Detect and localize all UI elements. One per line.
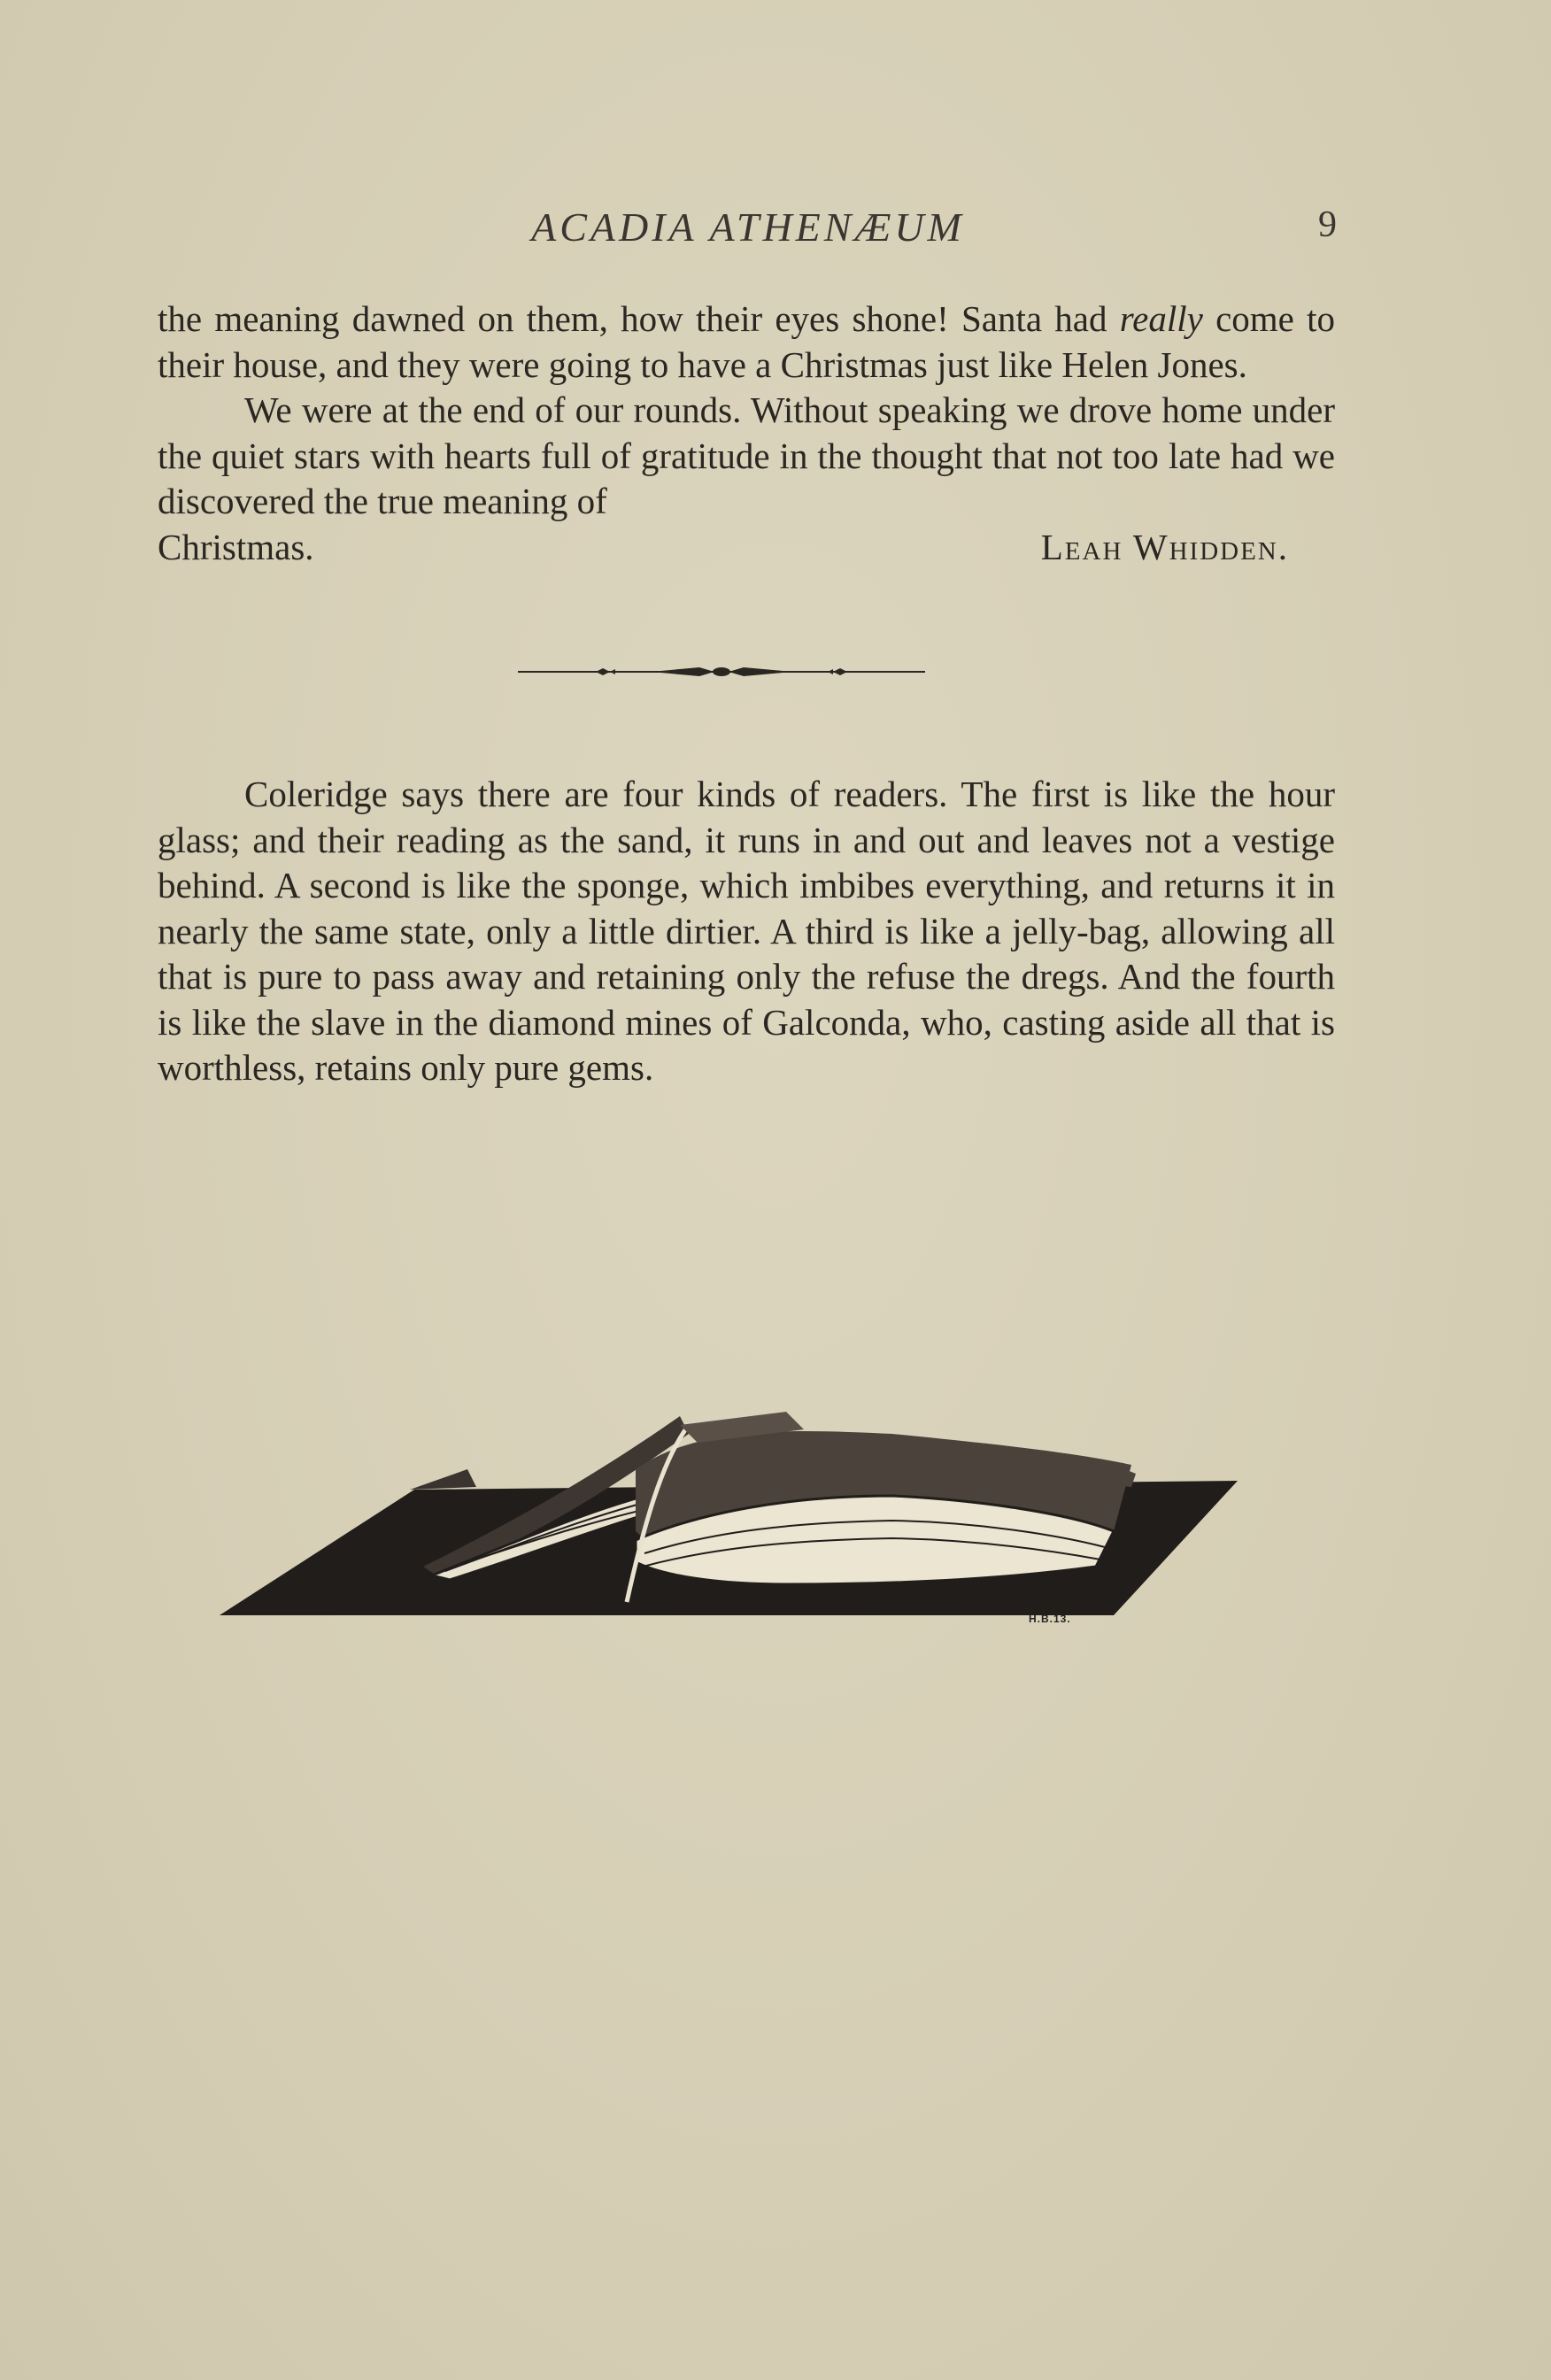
signature-line bbox=[158, 525, 1335, 571]
coleridge-paragraph: Coleridge says there are four kinds of readers. The first is like the hour glass; and their reading as the sand, it runs in and out and leaves not a vestige behind. A second is like the sponge, which imbibes everything, and returns it in nearly the same state, only a little dirtier. A third is like a jelly-bag, allowing all that is pure to pass away and retaining only the refuse the dregs. And the fourth is like the slave in the diamond mines of Galconda, who, casting aside all that is worthless, retains only pure gems. bbox=[158, 774, 1335, 1088]
story-ending bbox=[158, 297, 1335, 570]
coleridge-passage bbox=[158, 772, 1335, 1091]
story-paragraph-1 bbox=[158, 297, 1335, 388]
author-signature: Leah Whidden. bbox=[1040, 526, 1289, 567]
open-book-illustration bbox=[220, 1390, 1246, 1637]
story-paragraph-2-text: We were at the end of our rounds. Without speaking we drove home under the quiet stars with hearts full of gratitude in the thought that not too late had we discovered the true meaning of bbox=[158, 389, 1335, 521]
story-paragraph-1-rest: come to their house, and they were going to have a Christmas just like Helen Jones. bbox=[158, 298, 1335, 385]
story-emphasis: really bbox=[1119, 298, 1203, 339]
artist-mark: H.B.13. bbox=[1029, 1613, 1071, 1625]
section-divider-ornament bbox=[518, 662, 925, 682]
page-header bbox=[159, 204, 1337, 266]
running-head: ACADIA ATHENÆUM bbox=[531, 204, 965, 250]
story-paragraph-2 bbox=[158, 388, 1335, 525]
page-number: 9 bbox=[1318, 204, 1337, 245]
story-paragraph-1-start: the meaning dawned on them, how their eyes shone! Santa had bbox=[158, 298, 1107, 339]
story-last-word: Christmas. bbox=[158, 526, 314, 567]
